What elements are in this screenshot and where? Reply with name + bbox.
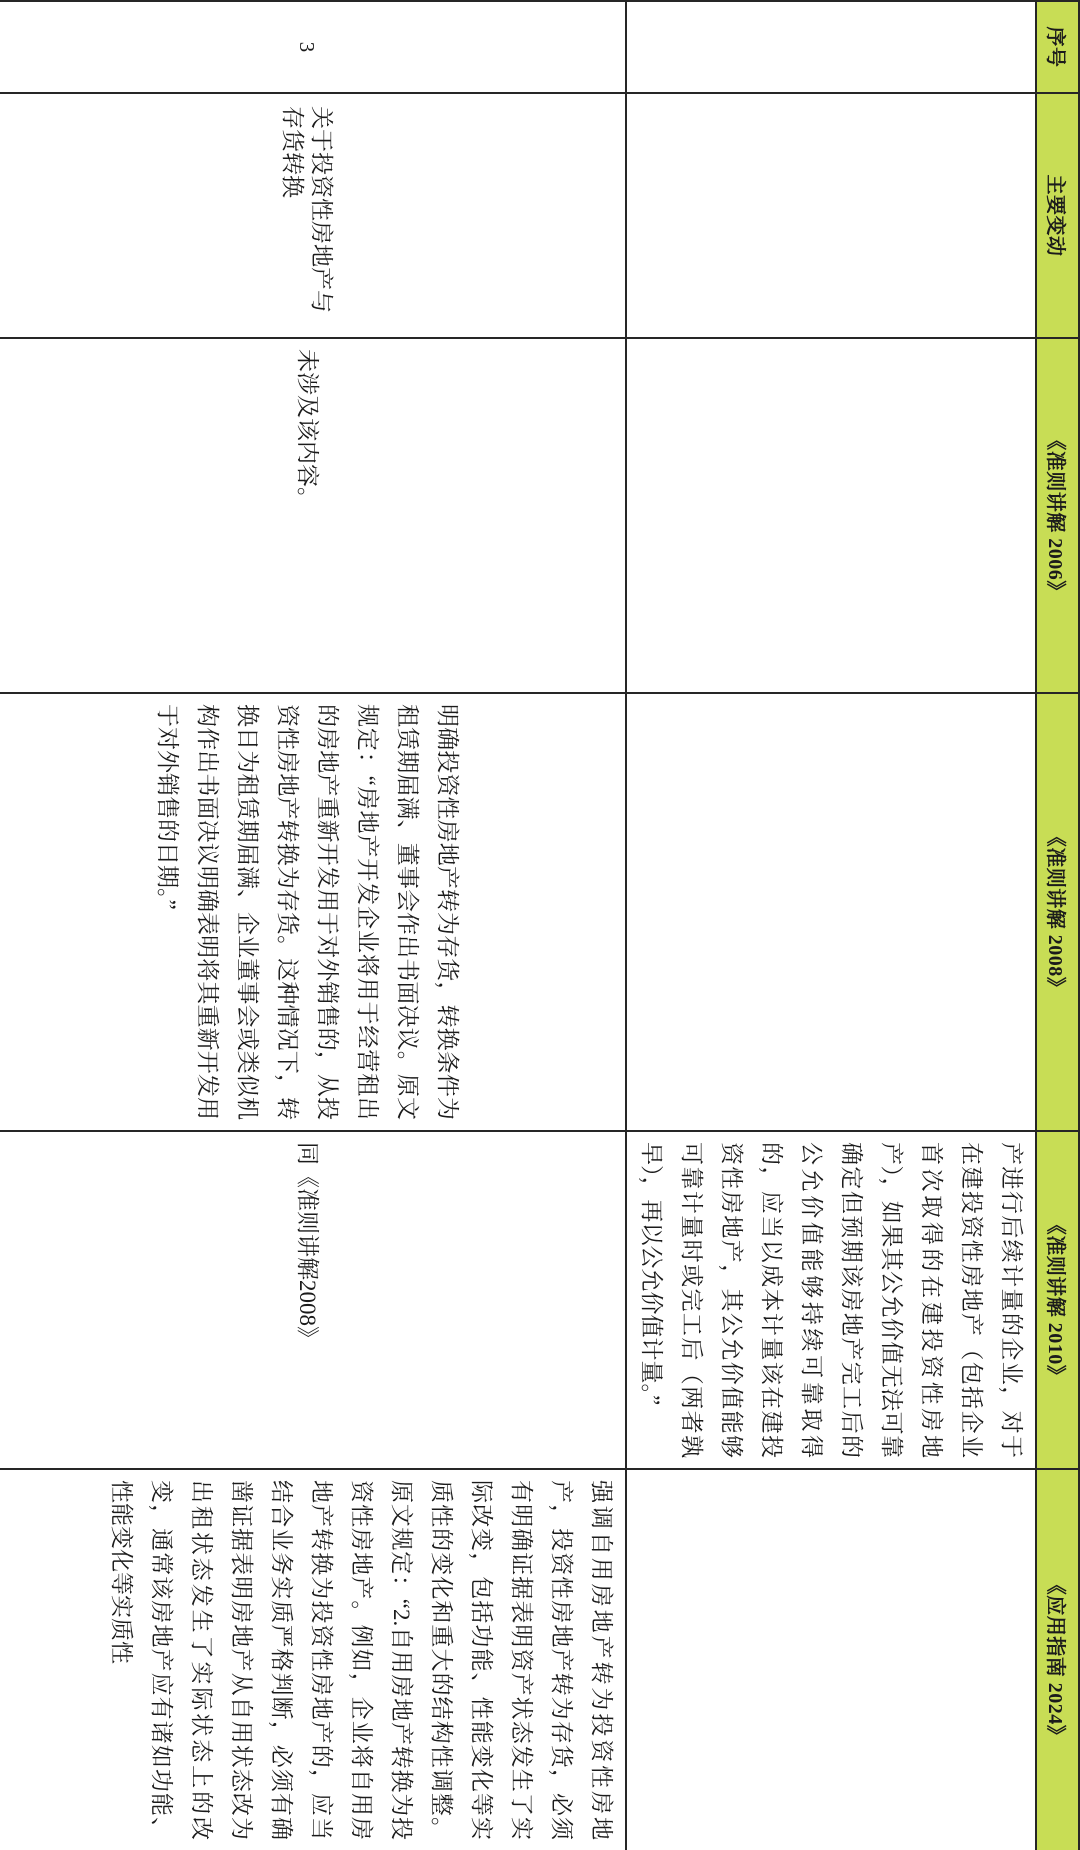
cont-2006-cell: [626, 338, 1036, 693]
header-row: [1036, 1, 1079, 1850]
header-seq: 序号: [1036, 1, 1079, 93]
header-jiangjie-2008: 《准则讲解 2008》: [1036, 693, 1079, 1131]
cont-2010-cell: 产进行后续计量的企业，对于在建投资性房地产（包括企业首次取得的在建投资性房地产），如果其公允价值无法可靠确定但预期该房地产完工后的公允价值能够持续可靠取得的，应当以成本计量该在建投资性房地产，其公允价值能够可靠计量时或完工后（两者孰早），再以公允价值计量。”: [626, 1131, 1036, 1469]
item3-row: [0, 1, 626, 1850]
item3-2008-cell: 明确投资性房地产转为存货，转换条件为租赁期届满、董事会作出书面决议。原文规定：“房地产开发企业将用于经营租出的房地产重新开发用于对外销售的，从投资性房地产转换为存货。这种情况下，转换日为租赁期届满、企业董事会或类似机构作出书面决议明确表明将其重新开发用于对外销售的日期。”: [0, 693, 626, 1131]
item3-2006-cell: 未涉及该内容。: [0, 338, 626, 693]
header-jiangjie-2006: 《准则讲解 2006》: [1036, 338, 1079, 693]
item3-seq-cell: 3: [0, 1, 626, 93]
item3-2024-cell: 强调自用房地产转为投资性房地产，投资性房地产转为存货，必须有明确证据表明资产状态发生了实际改变，包括功能、性能变化等实质性的变化和重大的结构性调整。原文规定：“2.自用房地产转换为投资性房地产。例如，企业将自用房地产转换为投资性房地产的，应当结合业务实质严格判断，必须有确凿证据表明房地产从自用状态改为出租状态发生了实际状态上的改变，通常该房地产应有诸如功能、性能变化等实质性: [0, 1469, 626, 1850]
cont-change-cell: [626, 93, 1036, 338]
header-main-change: 主要变动: [1036, 93, 1079, 338]
item3-change-cell: 关于投资性房地产与存货转换: [0, 93, 626, 338]
continuation-row: [626, 1, 1036, 1850]
header-jiangjie-2010: 《准则讲解 2010》: [1036, 1131, 1079, 1469]
cont-2024-cell: [626, 1469, 1036, 1850]
cont-seq-cell: [626, 1, 1036, 93]
item3-2010-cell: 同《准则讲解2008》: [0, 1131, 626, 1469]
header-yingyong-zhinan-2024: 《应用指南 2024》: [1036, 1469, 1079, 1850]
cont-2008-cell: [626, 693, 1036, 1131]
